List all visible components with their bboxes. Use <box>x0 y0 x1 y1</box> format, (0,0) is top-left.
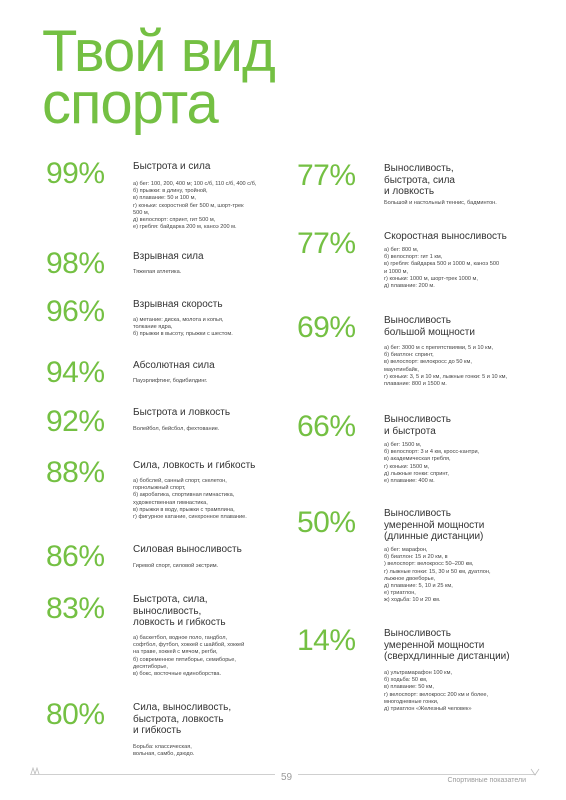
sport-category-description: а) метание: диска, молота и копья, толкание ядра, б) прыжки в высоту, прыжки с шестом. <box>133 317 233 338</box>
sport-category-description: а) бег: 1500 м, б) велоспорт: 3 и 4 км, кросс-кантри, в) академическая гребля, г) коньки: 1500 м, д) лыжные гонки: спринт, е) плавание: 400 м. <box>384 442 480 485</box>
percent-value: 83% <box>46 592 105 625</box>
sport-category-description: Большой и настольный теннис, бадминтон. <box>384 200 497 206</box>
sport-category-description: Тяжелая атлетика. <box>133 269 182 275</box>
sport-category-heading: Быстрота, сила, выносливость, ловкость и гибкость <box>133 594 226 628</box>
percent-value: 66% <box>297 410 356 443</box>
sport-category-heading: Взрывная скорость <box>133 299 223 310</box>
sport-category-heading: Выносливость умеренной мощности (сверхдлинные дистанции) <box>384 628 510 662</box>
percent-value: 50% <box>297 506 356 539</box>
sport-category-description: а) бег: 3000 м с препятствиями, 5 и 10 км, б) биатлон: спринт, в) велоспорт: велокросс до 50 км, маунтинбайк, г) коньки: 3, 5 и 10 км, лыжные гонки: 5 и 10 км, плавание: 800 и 1500 м. <box>384 345 508 388</box>
percent-value: 92% <box>46 405 105 438</box>
sport-category-heading: Выносливость, быстрота, сила и ловкость <box>384 163 455 197</box>
sport-category-heading: Быстрота и ловкость <box>133 407 231 418</box>
sport-category-heading: Сила, выносливость, быстрота, ловкость и гибкость <box>133 702 232 736</box>
sport-category-description: а) бег: 800 м, б) велоспорт: гит 1 км, в) гребля: байдарка 500 и 1000 м, каноэ 500 и 1000 м, г) коньки: 1000 м, шорт-трек 1000 м, д) плавание: 200 м. <box>384 247 500 290</box>
sport-category-heading: Абсолютная сила <box>133 360 215 371</box>
percent-value: 77% <box>297 227 356 260</box>
percent-value: 99% <box>46 157 105 190</box>
sport-category-description: а) ультрамарафон 100 км, б) ходьба: 50 км, в) плавание: 50 км, г) велоспорт: велокросс 200 км и более, многодневные гонки, д) триатлон «Железный человек» <box>384 670 489 713</box>
sport-category-heading: Взрывная сила <box>133 251 204 262</box>
sport-category-description: Гиревой спорт, силовой экстрим. <box>133 563 219 569</box>
percent-value: 94% <box>46 356 105 389</box>
page-number: 59 <box>275 772 298 783</box>
percent-value: 77% <box>297 159 356 192</box>
sport-category-description: Волейбол, бейсбол, фехтование. <box>133 426 220 432</box>
percent-value: 98% <box>46 247 105 280</box>
sport-category-description: Пауэрлифтинг, бодибилдинг. <box>133 378 208 384</box>
percent-value: 80% <box>46 698 105 731</box>
sport-category-description: Борьба: классическая, вольная, самбо, дзюдо. <box>133 744 195 758</box>
sport-category-description: а) бобслей, санный спорт, скелетон, горнолыжный спорт, б) акробатика, спортивная гимнастика, художественная гимнастика, в) прыжки в воду, прыжки с трамплина, г) фигурное катание, синхронное плавание. <box>133 478 247 521</box>
chevron-down-icon <box>530 767 540 777</box>
corner-ornament-icon <box>30 767 40 775</box>
sport-category-description: а) баскетбол, водное поло, гандбол, софтбол, футбол, хоккей с шайбой, хоккей на траве, хоккей с мячом, регби, б) современное пятиборье, семиборье, десятиборье, в) бокс, восточные единоборства. <box>133 635 245 678</box>
percent-value: 14% <box>297 624 356 657</box>
sport-category-heading: Сила, ловкость и гибкость <box>133 460 256 471</box>
sport-category-heading: Выносливость умеренной мощности (длинные дистанции) <box>384 508 485 542</box>
page-title <box>42 19 275 136</box>
section-name: Спортивные показатели <box>447 777 526 784</box>
sport-category-description: а) бег: марафон, б) биатлон: 15 и 20 км, в ) велоспорт: велокросс 50–200 км, г) лыжные гонки: 15, 30 и 50 км, дуатлон, лыжное двоеборье, д) плавание: 5, 10 и 25 км, е) триатлон, ж) ходьба: 10 и 20 км. <box>384 547 491 604</box>
sport-category-heading: Силовая выносливость <box>133 544 242 555</box>
sport-category-description: а) бег: 100, 200, 400 м; 100 с/б, 110 с/б, 400 с/б, б) прыжки: в длину, тройной, в) плавание: 50 и 100 м, г) коньки: скоростной бег 500 м, шорт-трек 500 м, д) велоспорт: спринт, гит 500 м, е) гребля: байдарка 200 м, каноэ 200 м. <box>133 181 257 231</box>
sport-category-heading: Скоростная выносливость <box>384 231 507 242</box>
sport-category-heading: Выносливость большой мощности <box>384 315 475 338</box>
percent-value: 96% <box>46 295 105 328</box>
sport-category-heading: Выносливость и быстрота <box>384 414 451 437</box>
title-line-2: спорта <box>42 71 218 136</box>
sport-category-heading: Быстрота и сила <box>133 161 211 172</box>
percent-value: 88% <box>46 456 105 489</box>
percent-value: 69% <box>297 311 356 344</box>
title-line-1: Твой вид <box>42 19 275 84</box>
percent-value: 86% <box>46 540 105 573</box>
